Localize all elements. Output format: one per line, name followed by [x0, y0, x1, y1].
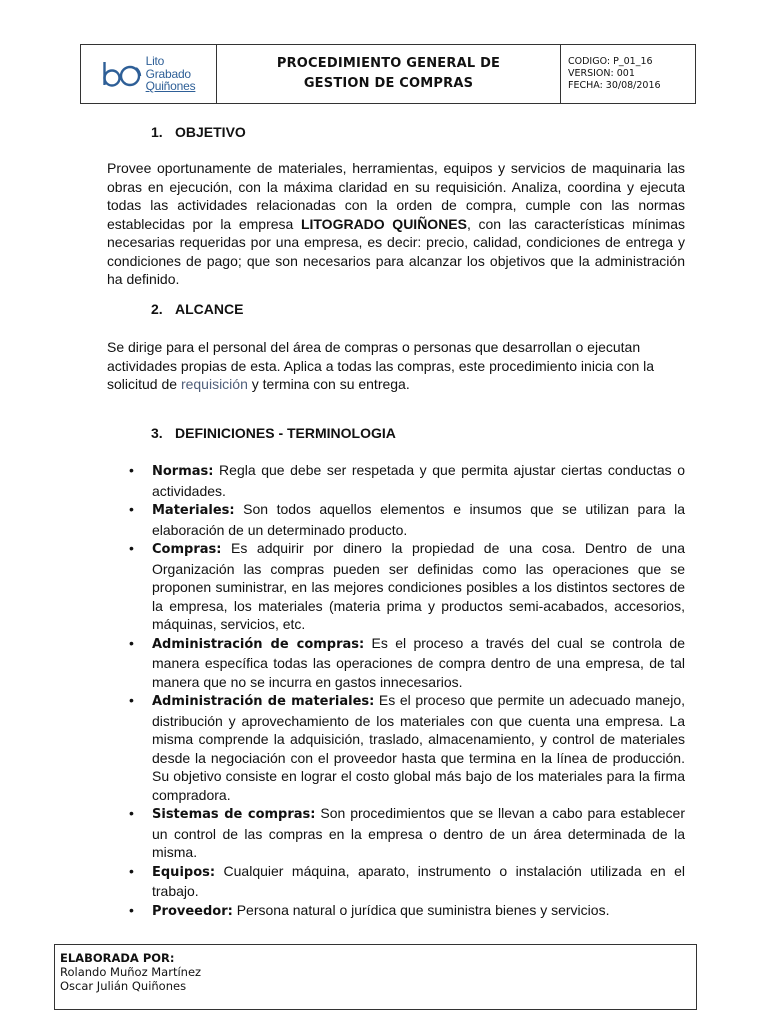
document-footer — [54, 944, 697, 1010]
prepared-by-label: ELABORADA POR: — [60, 951, 175, 965]
section-title: DEFINICIONES - TERMINOLOGIA — [175, 425, 396, 441]
definition-text: Es el proceso a través del cual se controla de manera específica todas las operaciones de compra dentro de una empresa, de tal manera que no se incurra en gastos innecesarios. — [152, 634, 685, 690]
definition-term: Materiales: — [152, 503, 235, 518]
doc-code: CODIGO: P_01_16 — [568, 56, 653, 67]
section-heading-definiciones — [151, 425, 396, 441]
alcance-text-a: Se dirige para el personal del área de compras o personas que desarrollan o ejecutan actividades propias de esta. Aplica a todas las compras, este procedimiento inicia con la solicitud de — [107, 339, 655, 392]
document-meta — [561, 45, 695, 103]
company-logo — [81, 45, 217, 103]
list-item — [107, 804, 685, 862]
section-number: 3. — [151, 425, 163, 441]
definition-term: Normas: — [152, 464, 214, 479]
section-heading-alcance — [151, 301, 243, 317]
logo-wordmark — [146, 55, 196, 93]
definition-term: Proveedor: — [152, 903, 233, 919]
requisicion-term: requisición — [180, 376, 248, 392]
definition-term: Sistemas de compras: — [152, 807, 316, 822]
definition-term: Equipos: — [152, 864, 216, 880]
definition-text: Es el proceso que permite un adecuado manejo, distribución y aprovechamiento de los materiales con que cuenta una empresa. La misma comprende la adquisición, traslado, almacenamiento, y control de materiales desde la negociación con el proveedor hasta que termina en la línea de producción. Su objetivo consiste en lograr el costo global más bajo de los materiales para la firma compradora. — [152, 692, 685, 803]
objetivo-paragraph — [107, 159, 685, 289]
section-title: OBJETIVO — [175, 124, 246, 140]
section-number: 2. — [151, 301, 163, 317]
objetivo-text-a: Provee oportunamente de materiales, herramientas, equipos y servicios de maquinaria las obras en ejecución, con la máxima claridad en su requisición. Analiza, coordina y ejecuta todas las actividades relacionadas con la orden de compra, cumple con las normas establecidas por la empresa — [107, 160, 685, 232]
section-title: ALCANCE — [175, 301, 244, 317]
logo-line-1: Lito — [145, 54, 165, 69]
definition-term: Administración de materiales: — [152, 694, 375, 709]
list-item — [107, 862, 685, 901]
title-line-2: GESTION DE COMPRAS — [303, 76, 474, 91]
definition-text: Regla que debe ser respetada y que permita ajustar ciertas conductas o actividades. — [152, 462, 685, 499]
author-name: Rolando Muñoz Martínez — [60, 965, 202, 979]
definition-text: Cualquier máquina, aparato, instrumento o instalación utilizada en el trabajo. — [152, 862, 685, 899]
title-line-1: PROCEDIMIENTO GENERAL DE — [276, 56, 501, 71]
definition-text: Es adquirir por dinero la propiedad de una cosa. Dentro de una Organización las compras pueden ser definidas como las operaciones que se proponen suministrar, en las mejores condiciones posibles a los distintos sectores de la empresa, los materiales (materia prima y productos semi-acabados, accesorios, máquinas, servicios, etc. — [152, 540, 685, 632]
section-number: 1. — [151, 124, 163, 140]
definition-term: Compras: — [152, 542, 222, 557]
logo-line-3: Quiñones — [145, 79, 196, 94]
doc-date: FECHA: 30/08/2016 — [568, 80, 661, 91]
objetivo-text-b: , con las características mínimas necesarias requeridas por una empresa, es decir: precio, calidad, condiciones de entrega y condiciones de pago; que son necesarios para alcanzar los objetivos que la administración ha definido. — [107, 215, 685, 287]
list-item — [107, 901, 685, 922]
author-name: Oscar Julián Quiñones — [60, 979, 187, 993]
alcance-paragraph — [107, 338, 685, 394]
section-heading-objetivo — [151, 124, 246, 140]
definition-text: Persona natural o jurídica que suministra bienes y servicios. — [232, 901, 610, 918]
document-title — [217, 45, 561, 103]
list-item — [107, 539, 685, 634]
list-item — [107, 634, 685, 692]
logo-line-2: Grabado — [145, 66, 191, 81]
definition-text: Son procedimientos que se llevan a cabo para establecer un control de las compras en la empresa o dentro de un área determinada de la misma. — [152, 805, 685, 860]
list-item — [107, 461, 685, 500]
definition-term: Administración de compras: — [152, 636, 365, 652]
document-header — [80, 44, 696, 104]
alcance-text-b: y termina con su entrega. — [247, 376, 410, 392]
logo-monogram-icon — [102, 59, 144, 89]
doc-version: VERSION: 001 — [568, 68, 635, 79]
company-name: LITOGRADO QUIÑONES — [300, 215, 467, 232]
list-item — [107, 691, 685, 804]
definitions-list — [107, 461, 685, 921]
definition-text: Son todos aquellos elementos e insumos que se utilizan para la elaboración de un determinado producto. — [152, 501, 685, 538]
list-item — [107, 500, 685, 539]
